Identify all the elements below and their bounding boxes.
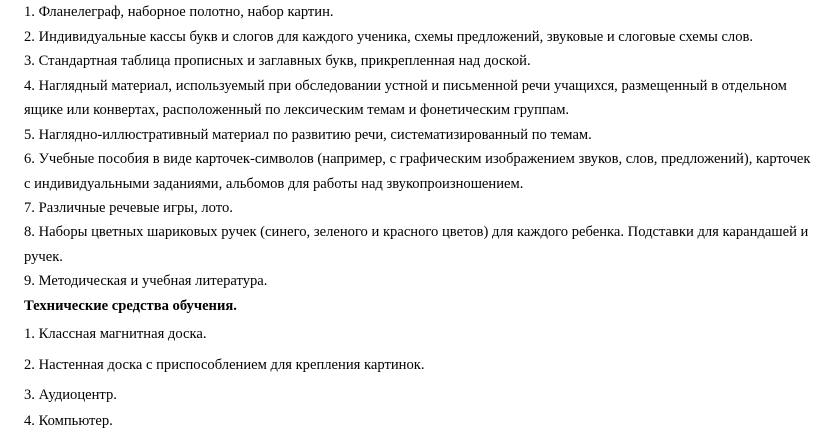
- list-item: 9. Методическая и учебная литература.: [24, 273, 268, 289]
- list-item: 7. Различные речевые игры, лото.: [24, 200, 233, 216]
- list-item: 2. Индивидуальные кассы букв и слогов для каждого ученика, схемы предложений, звуковые и слоговые схемы слов.: [24, 29, 754, 45]
- list-item: 6. Учебные пособия в виде карточек-символов (например, с графическим изображением звуков, слов, предложений), карточек: [24, 151, 811, 167]
- list-item: 8. Наборы цветных шариковых ручек (синего, зеленого и красного цветов) для каждого ребенка. Подставки для карандашей и: [24, 224, 809, 240]
- list-item: 1. Классная магнитная доска.: [24, 326, 207, 342]
- list-item: 1. Фланелеграф, наборное полотно, набор картин.: [24, 4, 334, 20]
- list-item-continuation: ящике или конвертах, расположенный по лексическим темам и фонетическим группам.: [24, 102, 570, 118]
- list-item: 5. Наглядно-иллюстративный материал по развитию речи, систематизированный по темам.: [24, 127, 592, 143]
- list-item: 4. Наглядный материал, используемый при обследовании устной и письменной речи учащихся, размещенный в отдельном: [24, 78, 787, 94]
- list-item-continuation: с индивидуальными заданиями, альбомов для работы над звукопроизношением.: [24, 176, 524, 192]
- list-item: 4. Компьютер.: [24, 413, 113, 429]
- list-item: 3. Стандартная таблица прописных и заглавных букв, прикрепленная над доской.: [24, 53, 531, 69]
- list-item-continuation: ручек.: [24, 249, 63, 265]
- list-item: 3. Аудиоцентр.: [24, 387, 117, 403]
- section-heading: Технические средства обучения.: [24, 298, 237, 314]
- list-item: 2. Настенная доска с приспособлением для крепления картинок.: [24, 357, 425, 373]
